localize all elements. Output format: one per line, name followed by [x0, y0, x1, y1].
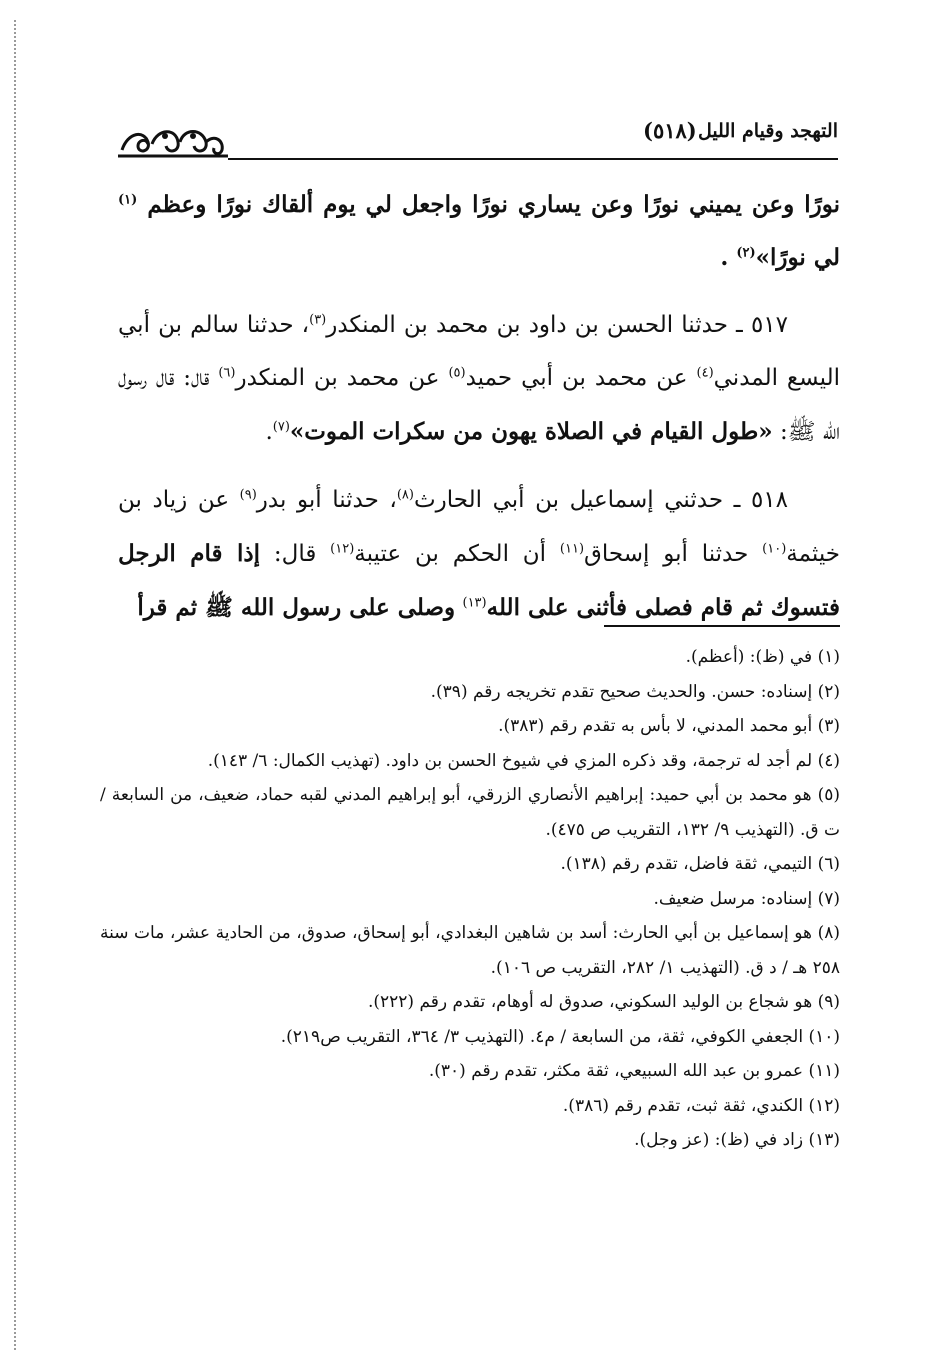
- footnote: (١١) عمرو بن عبد الله السبيعي، ثقة مكثر، تقدم رقم (٣٠).: [428, 1061, 840, 1081]
- footnote-ref: (١٣): [462, 595, 487, 611]
- footnote: (٦) التيمي، ثقة فاضل، تقدم رقم (١٣٨).: [560, 854, 840, 874]
- paragraph-continuation: [118, 178, 840, 284]
- footnote: (٣) أبو محمد المدني، لا بأس به تقدم رقم (٣٨٣).: [498, 716, 840, 736]
- footnote-ref: (٧): [272, 419, 290, 435]
- footnote: (٥) هو محمد بن أبي حميد: إبراهيم الأنصاري الزرقي، أبو إبراهيم المدني لقبه حماد، ضعيف، من السابعة / ت ق. (التهذيب ٩/ ١٣٢، التقريب ص ٤٧٥).: [100, 785, 840, 840]
- footnote: (٤) لم أجد له ترجمة، وقد ذكره المزي في شيوخ الحسن بن داود. (تهذيب الكمال: ٦/ ١٤٣).: [207, 750, 840, 771]
- quoted-text: وصلى على رسول الله ﷺ ثم قرأ: [137, 594, 456, 621]
- footnote-ref: (٢): [736, 245, 756, 261]
- text-segment: أن الحكم بن عتيبة: [354, 541, 547, 567]
- footnote-ref: (٨): [396, 487, 414, 503]
- text-segment: عن زياد بن خيثمة: [118, 487, 841, 567]
- text-segment: ، حدثنا أبو بدر: [256, 487, 397, 513]
- footnote: (١٢) الكندي، ثقة ثبت، تقدم رقم (٣٨٦).: [562, 1095, 840, 1116]
- text-segment: قال:: [273, 541, 317, 567]
- text-segment: نورًا وعن يميني نورًا وعن يساري نورًا واجعل لي يوم ألقاك نورًا وعظم: [147, 191, 840, 218]
- footnote: (١٠) الجعفي الكوفي، ثقة، من السابعة / م٤. (التهذيب ٣/ ٣٦٤، التقريب ص٢١٩).: [280, 1026, 840, 1047]
- scan-margin-dots: [14, 20, 16, 1350]
- footnote: (١) في (ظ): (أعظم).: [685, 647, 840, 667]
- footnote-ref: (١): [118, 192, 138, 208]
- footnote-separator: [604, 625, 840, 627]
- footnote-ref: (١٢): [330, 541, 355, 557]
- text-segment: لي نورًا»: [755, 244, 840, 271]
- footnote: (٢) إسناده: حسن. والحديث صحيح تقدم تخريجه رقم (٣٩).: [430, 681, 840, 702]
- footnote-ref: (٩): [239, 487, 257, 503]
- text-segment: ٥١٨ ـ حدثني إسماعيل بن أبي الحارث: [413, 487, 788, 513]
- text-segment: قال: قال رسول الله ﷺ:: [118, 365, 840, 445]
- quoted-text: إذا قام الرجل فتسوك ثم قام فصلى فأثنى على الله: [118, 540, 840, 621]
- footnote-ref: (٦): [218, 365, 236, 381]
- footnote: (١٣) زاد في (ظ): (عز وجل).: [634, 1130, 840, 1150]
- hadith-text: «طول القيام في الصلاة يهون من سكرات الموت»: [289, 418, 773, 445]
- footnotes: [100, 640, 840, 1158]
- paragraph-518: [118, 474, 840, 635]
- footnote-ref: (٥): [448, 365, 466, 381]
- footnote-ref: (٣): [309, 312, 327, 328]
- footnote: (٧) إسناده: مرسل ضعيف.: [653, 888, 840, 909]
- text-segment: ٥١٧ ـ حدثنا الحسن بن داود بن محمد بن المنكدر: [326, 312, 788, 338]
- page-header: [118, 118, 838, 164]
- header-rule: [228, 158, 838, 160]
- footnote-ref: (٤): [696, 365, 714, 381]
- paragraph-517: [118, 299, 840, 459]
- footnote: (٩) هو شجاع بن الوليد السكوني، صدوق له أوهام، تقدم رقم (٢٢٢).: [367, 992, 840, 1012]
- text-segment: عن محمد بن أبي حميد: [465, 365, 688, 391]
- ornament-icon: [118, 122, 228, 162]
- text-segment: ، حدثنا سالم بن أبي اليسع المدني: [118, 312, 841, 391]
- text-segment: .: [720, 244, 729, 271]
- page-number: (٥١٨): [643, 118, 697, 143]
- main-text: [118, 178, 840, 650]
- text-segment: عن محمد بن المنكدر: [235, 365, 440, 391]
- footnote: (٨) هو إسماعيل بن أبي الحارث: أسد بن شاهين البغدادي، أبو إسحاق، صدوق، من الحادية عشر، مات سنة ٢٥٨ هـ / د ق. (التهذيب ١/ ٢٨٢، التقريب ص ١٠٦).: [100, 923, 840, 978]
- text-segment: .: [265, 419, 273, 445]
- running-title: التهجد وقيام الليل: [697, 120, 838, 142]
- footnote-ref: (١١): [559, 541, 585, 557]
- text-segment: حدثنا أبو إسحاق: [584, 541, 749, 567]
- footnote-ref: (١٠): [762, 541, 787, 557]
